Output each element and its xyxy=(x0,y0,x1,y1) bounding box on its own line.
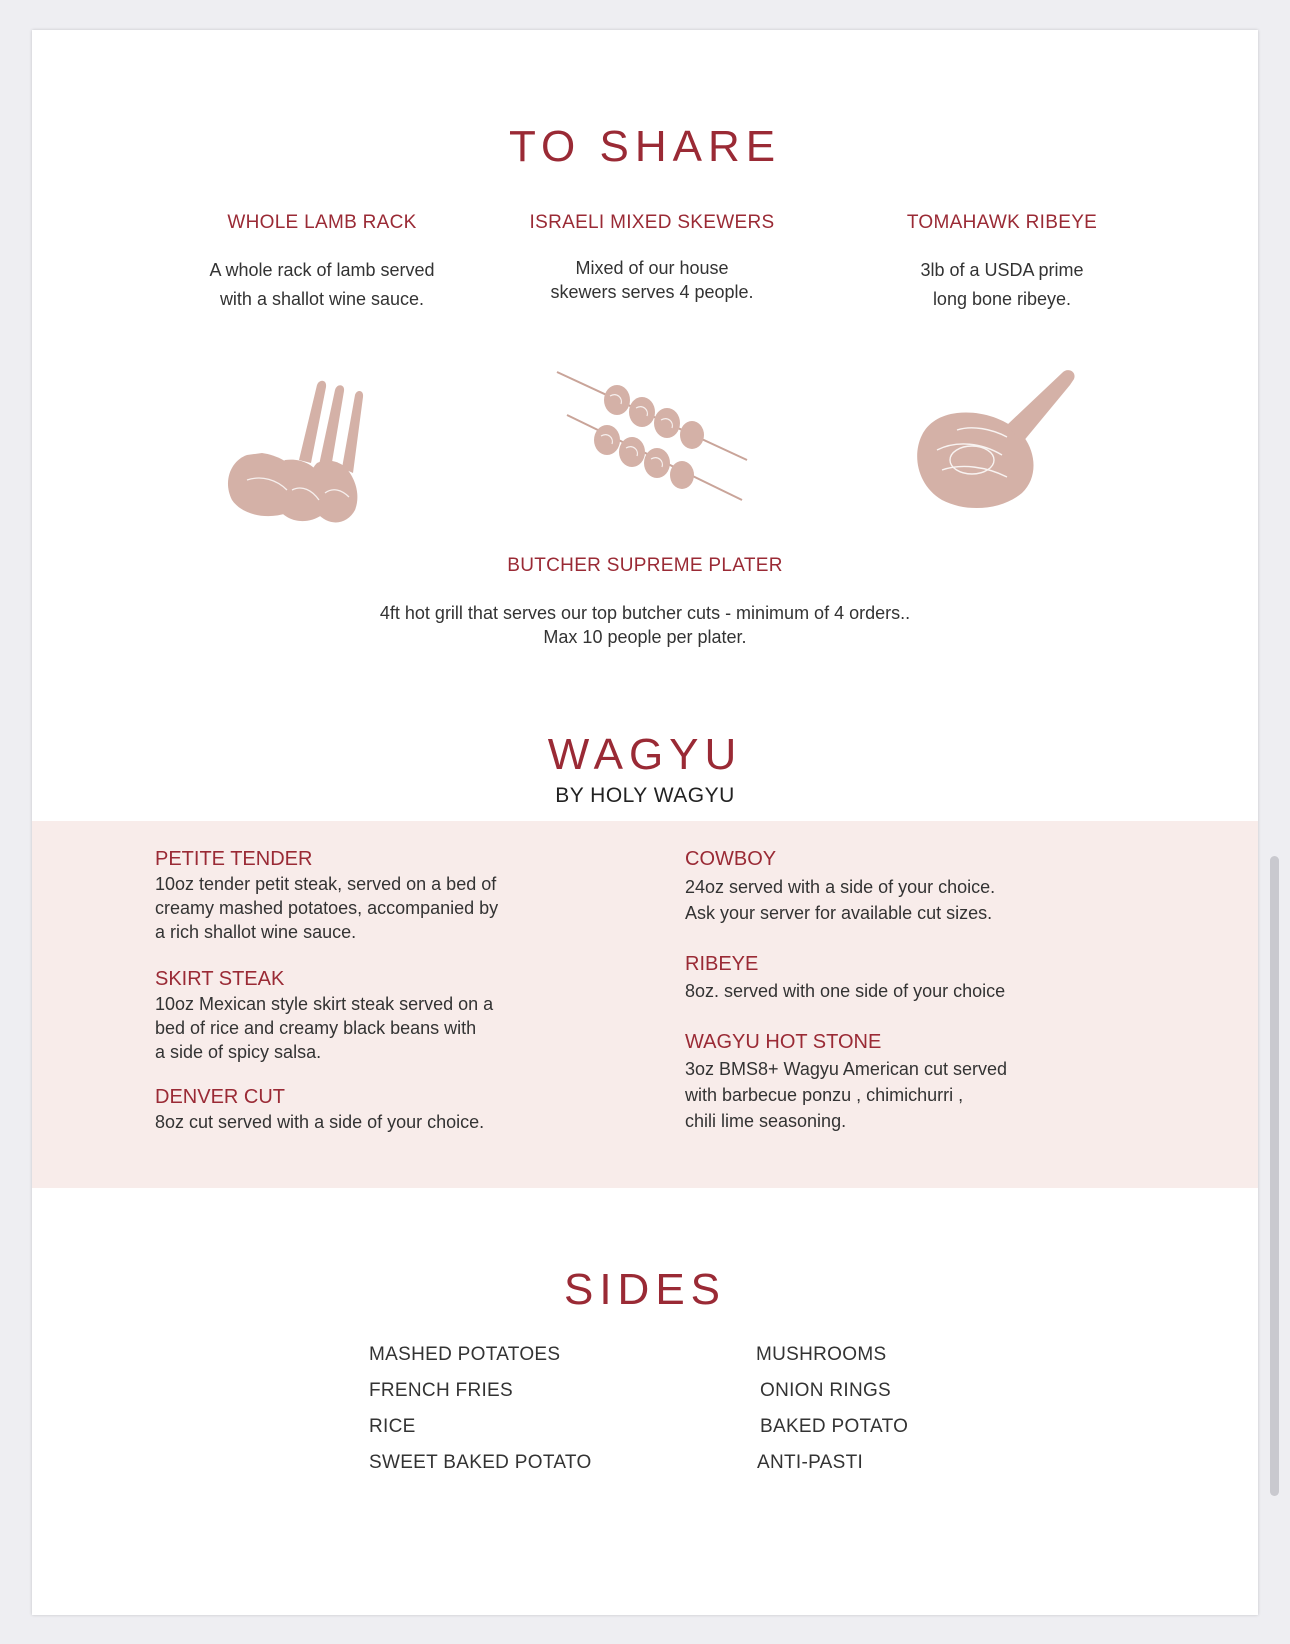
tomahawk-ribeye-title: TOMAHAWK RIBEYE xyxy=(906,212,1098,233)
side-item: BAKED POTATO xyxy=(760,1416,909,1437)
cowboy-desc: 24oz served with a side of your choice. Ask your server for available cut sizes. xyxy=(685,877,996,923)
wagyu-section xyxy=(32,821,1258,1188)
side-item: SWEET BAKED POTATO xyxy=(369,1452,592,1473)
israeli-mixed-skewers-desc: Mixed of our house skewers serves 4 people. xyxy=(550,258,754,302)
to-share-heading: TO SHARE xyxy=(508,122,782,171)
ribeye-desc: 8oz. served with one side of your choice xyxy=(685,981,1006,1001)
side-item: ONION RINGS xyxy=(760,1380,892,1401)
menu-page xyxy=(32,30,1258,1615)
tomahawk-ribeye-desc: 3lb of a USDA prime long bone ribeye. xyxy=(920,260,1084,309)
cowboy-title: COWBOY xyxy=(685,848,777,870)
butcher-supreme-plater-desc: 4ft hot grill that serves our top butcher cuts - minimum of 4 orders.. Max 10 people per plater. xyxy=(379,603,911,647)
butcher-supreme-plater-title: BUTCHER SUPREME PLATER xyxy=(507,555,783,576)
wagyu-subtitle: BY HOLY WAGYU xyxy=(555,784,735,807)
lamb-rack-icon xyxy=(207,365,407,535)
wagyu-hot-stone-title: WAGYU HOT STONE xyxy=(685,1031,882,1053)
vertical-scrollbar[interactable] xyxy=(1270,856,1279,1496)
sides-heading: SIDES xyxy=(563,1265,727,1314)
wagyu-heading: WAGYU xyxy=(547,730,743,779)
side-item: ANTI-PASTI xyxy=(757,1452,864,1473)
skirt-steak-desc: 10oz Mexican style skirt steak served on a bed of rice and creamy black beans with a side of spicy salsa. xyxy=(155,994,494,1062)
tomahawk-steak-icon xyxy=(902,355,1082,515)
wagyu-hot-stone-desc: 3oz BMS8+ Wagyu American cut served with barbecue ponzu , chimichurri , chili lime seasoning. xyxy=(685,1059,1007,1131)
ribeye-title: RIBEYE xyxy=(685,953,759,975)
side-item: MASHED POTATOES xyxy=(369,1344,561,1365)
side-item: MUSHROOMS xyxy=(756,1344,887,1365)
skewers-icon xyxy=(547,360,777,510)
petite-tender-desc: 10oz tender petit steak, served on a bed of creamy mashed potatoes, accompanied by a rich shallot wine sauce. xyxy=(155,874,499,942)
petite-tender-title: PETITE TENDER xyxy=(155,848,313,870)
whole-lamb-rack-desc: A whole rack of lamb served with a shallot wine sauce. xyxy=(209,260,435,309)
side-item: RICE xyxy=(369,1416,416,1437)
denver-cut-title: DENVER CUT xyxy=(155,1086,286,1108)
denver-cut-desc: 8oz cut served with a side of your choice. xyxy=(155,1112,485,1132)
skirt-steak-title: SKIRT STEAK xyxy=(155,968,285,990)
israeli-mixed-skewers-title: ISRAELI MIXED SKEWERS xyxy=(529,212,775,233)
side-item: FRENCH FRIES xyxy=(369,1380,513,1401)
whole-lamb-rack-title: WHOLE LAMB RACK xyxy=(227,212,417,233)
